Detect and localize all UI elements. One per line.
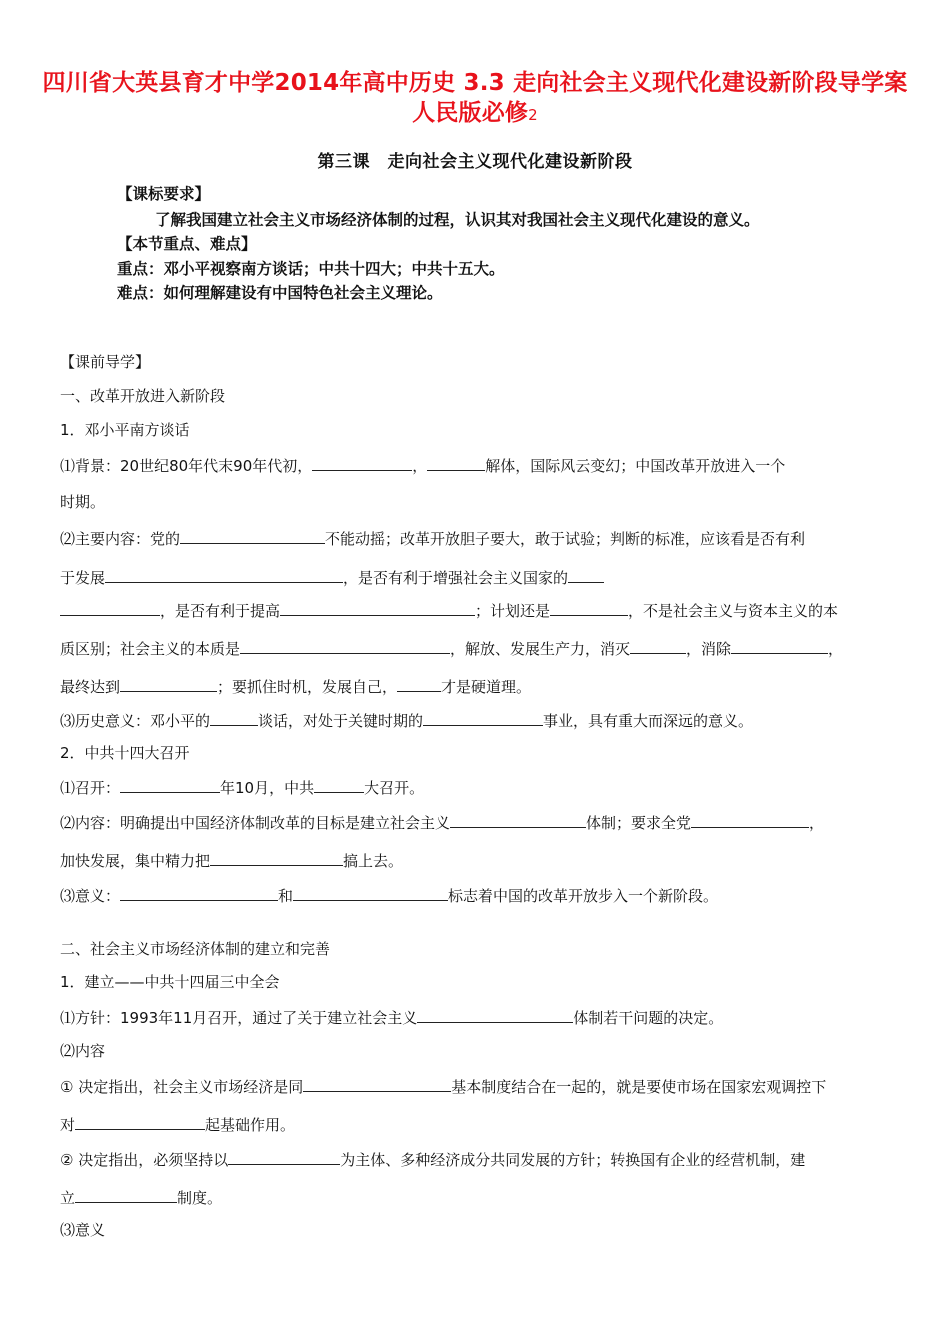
blank-field[interactable] — [630, 637, 686, 654]
s1-content-line-1: ⑵内容：明确提出中国经济体制改革的目标是建立社会主义 体制；要求全党 ， — [60, 811, 890, 833]
blank-field[interactable] — [293, 884, 448, 901]
s1-item-1: 1．邓小平南方谈话 — [60, 421, 190, 439]
s2-content-heading: ⑵内容 — [60, 1042, 106, 1060]
s1-background-line-2: 时期。 — [60, 493, 106, 511]
blank-field[interactable] — [417, 1006, 573, 1023]
blank-field[interactable] — [120, 675, 217, 692]
document-title — [40, 68, 910, 130]
title-suffix: 2 — [528, 106, 538, 124]
s1-main-line-1: ⑵主要内容：党的 不能动摇；改革开放胆子要大，敢于试验；判断的标准，应该看是否有利 — [60, 527, 890, 549]
blank-field[interactable] — [691, 811, 809, 828]
s1-content-line-2: 加快发展，集中精力把 搞上去。 — [60, 849, 890, 871]
s1-main-line-3: ，是否有利于提高 ；计划还是 ，不是社会主义与资本主义的本 — [60, 599, 890, 621]
s1-main-line-2: 于发展 ，是否有利于增强社会主义国家的 — [60, 566, 890, 588]
blank-field[interactable] — [303, 1075, 451, 1092]
guide-label: 【课前导学】 — [60, 353, 151, 371]
blank-field[interactable] — [314, 776, 364, 793]
blank-field[interactable] — [423, 709, 543, 726]
difficulty: 难点：如何理解建设有中国特色社会主义理论。 — [117, 284, 443, 302]
s1-significance-line: ⑶历史意义：邓小平的 谈话，对处于关键时期的 事业，具有重大而深远的意义。 — [60, 709, 890, 731]
s2-content-2-line-2: 立 制度。 — [60, 1186, 890, 1208]
blank-field[interactable] — [731, 637, 828, 654]
blank-field[interactable] — [568, 566, 604, 583]
s2-meaning-heading: ⑶意义 — [60, 1221, 106, 1239]
blank-field[interactable] — [120, 776, 220, 793]
blank-field[interactable] — [550, 599, 628, 616]
requirements-text: 了解我国建立社会主义市场经济体制的过程，认识其对我国社会主义现代化建设的意义。 — [155, 211, 760, 229]
blank-field[interactable] — [240, 637, 450, 654]
blank-field[interactable] — [180, 527, 325, 544]
blank-field[interactable] — [450, 811, 586, 828]
s2-content-1-line-2: 对 起基础作用。 — [60, 1113, 890, 1135]
s1-meaning-line: ⑶意义： 和 标志着中国的改革开放步入一个新阶段。 — [60, 884, 890, 906]
s2-policy-line: ⑴方针：1993年11月召开，通过了关于建立社会主义 体制若干问题的决定。 — [60, 1006, 890, 1028]
section-1-heading: 一、改革开放进入新阶段 — [60, 387, 226, 405]
blank-field[interactable] — [105, 566, 343, 583]
blank-field[interactable] — [210, 709, 258, 726]
blank-field[interactable] — [210, 849, 343, 866]
title-line-1: 四川省大英县育才中学2014年高中历史 3.3 走向社会主义现代化建设新阶段导学案 — [42, 70, 908, 96]
blank-field[interactable] — [228, 1148, 340, 1165]
s1-main-line-4: 质区别；社会主义的本质是 ，解放、发展生产力，消灭 ，消除 ， — [60, 637, 890, 659]
key-point: 重点：邓小平视察南方谈话；中共十四大；中共十五大。 — [117, 260, 505, 278]
section-2-heading: 二、社会主义市场经济体制的建立和完善 — [60, 940, 331, 958]
lesson-title: 第三课 走向社会主义现代化建设新阶段 — [317, 152, 633, 172]
s1-open-line: ⑴召开： 年10月，中共 大召开。 — [60, 776, 890, 798]
blank-field[interactable] — [312, 454, 412, 471]
s1-background-line: ⑴背景：20世纪80年代末90年代初， ， 解体，国际风云变幻；中国改革开放进入一个 — [60, 454, 890, 476]
s1-item-2: 2．中共十四大召开 — [60, 744, 190, 762]
s2-item-1: 1．建立——中共十四届三中全会 — [60, 973, 280, 991]
title-line-2: 人民版必修2 — [412, 100, 538, 126]
s1-main-line-5: 最终达到 ；要抓住时机，发展自己， 才是硬道理。 — [60, 675, 890, 697]
focus-label: 【本节重点、难点】 — [117, 235, 257, 253]
blank-field[interactable] — [397, 675, 441, 692]
blank-field[interactable] — [280, 599, 475, 616]
requirements-label: 【课标要求】 — [117, 185, 211, 203]
blank-field[interactable] — [75, 1186, 177, 1203]
blank-field[interactable] — [120, 884, 278, 901]
blank-field[interactable] — [60, 599, 160, 616]
blank-field[interactable] — [75, 1113, 205, 1130]
blank-field[interactable] — [427, 454, 485, 471]
s2-content-2-line-1: ② 决定指出，必须坚持以 为主体、多种经济成分共同发展的方针；转换国有企业的经营机制，建 — [60, 1148, 890, 1170]
s2-content-1-line-1: ① 决定指出，社会主义市场经济是同 基本制度结合在一起的，就是要使市场在国家宏观调控下 — [60, 1075, 890, 1097]
